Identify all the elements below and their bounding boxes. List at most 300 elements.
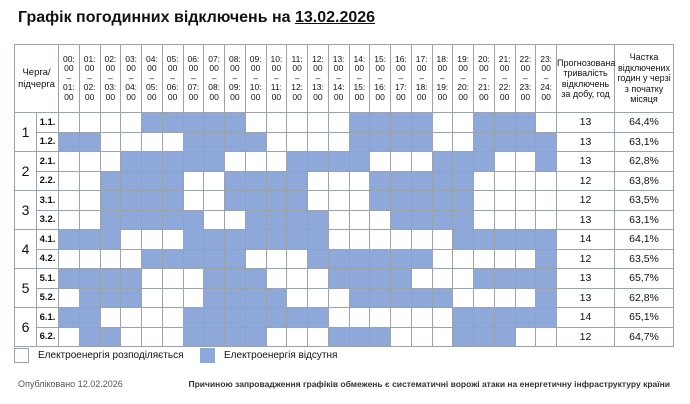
slot-power [245, 249, 266, 269]
share-value: 64,4% [615, 113, 674, 133]
hour-to: 23: 00 [519, 82, 532, 102]
hour-from: 06: 00 [187, 53, 200, 74]
slot-power [411, 230, 432, 250]
slot-outage [100, 171, 121, 191]
schedule-row [15, 288, 674, 308]
schedule-row [15, 152, 674, 172]
hour-header [474, 45, 495, 113]
legend-off-label: Електроенергія відсутня [224, 349, 338, 361]
hour-header [245, 45, 266, 113]
slot-power [328, 210, 349, 230]
share-value: 63,5% [615, 191, 674, 211]
slot-outage [204, 230, 225, 250]
slot-outage [183, 152, 204, 172]
slot-power [515, 249, 536, 269]
slot-power [349, 230, 370, 250]
hour-header [59, 45, 80, 113]
slot-power [287, 269, 308, 289]
slot-outage [266, 210, 287, 230]
slot-power [308, 191, 329, 211]
slot-power [266, 269, 287, 289]
hour-from: 15: 00 [374, 53, 387, 74]
slot-power [536, 210, 557, 230]
slot-power [142, 288, 163, 308]
schedule-row [15, 269, 674, 289]
slot-outage [308, 308, 329, 328]
slot-outage [287, 210, 308, 230]
slot-power [162, 327, 183, 347]
slot-outage [162, 113, 183, 133]
queue-header: Черга/ підчерга [15, 45, 59, 113]
hour-dash: – [294, 72, 300, 83]
slot-outage [453, 152, 474, 172]
slot-power [79, 249, 100, 269]
slot-power [287, 249, 308, 269]
hour-from: 07: 00 [208, 53, 221, 74]
slot-outage [183, 113, 204, 133]
hour-from: 18: 00 [436, 53, 449, 74]
slot-outage [370, 249, 391, 269]
slot-power [411, 152, 432, 172]
slot-outage [494, 113, 515, 133]
duration-value: 12 [557, 191, 615, 211]
slot-outage [411, 113, 432, 133]
slot-power [453, 113, 474, 133]
slot-power [370, 230, 391, 250]
slot-outage [142, 210, 163, 230]
slot-outage [411, 132, 432, 152]
slot-outage [225, 230, 246, 250]
slot-power [432, 327, 453, 347]
share-value: 63,1% [615, 210, 674, 230]
slot-outage [204, 113, 225, 133]
hour-header [121, 45, 142, 113]
duration-value: 13 [557, 288, 615, 308]
slot-outage [225, 132, 246, 152]
schedule-row [15, 210, 674, 230]
schedule-row [15, 230, 674, 250]
hour-header [328, 45, 349, 113]
slot-power [453, 132, 474, 152]
slot-power [59, 113, 80, 133]
slot-outage [432, 288, 453, 308]
slot-power [225, 152, 246, 172]
slot-power [183, 288, 204, 308]
hour-from: 10: 00 [270, 53, 283, 74]
slot-outage [79, 132, 100, 152]
hour-from: 17: 00 [415, 53, 428, 74]
hour-to: 19: 00 [436, 82, 449, 102]
slot-power [411, 308, 432, 328]
hour-to: 06: 00 [166, 82, 179, 102]
slot-outage [474, 132, 495, 152]
hour-to: 05: 00 [145, 82, 158, 102]
subqueue-label: 5.1. [37, 269, 59, 289]
slot-power [370, 308, 391, 328]
slot-power [121, 249, 142, 269]
slot-power [474, 249, 495, 269]
hour-from: 04: 00 [145, 53, 158, 74]
hour-to: 09: 00 [228, 82, 241, 102]
hour-header [370, 45, 391, 113]
slot-outage [515, 308, 536, 328]
slot-outage [308, 152, 329, 172]
slot-outage [100, 210, 121, 230]
slot-power [432, 308, 453, 328]
slot-power [245, 152, 266, 172]
legend-on [14, 347, 184, 363]
slot-power [515, 191, 536, 211]
slot-outage [121, 152, 142, 172]
slot-power [432, 269, 453, 289]
slot-outage [411, 249, 432, 269]
hour-dash: – [543, 72, 549, 83]
slot-power [204, 191, 225, 211]
slot-outage [245, 171, 266, 191]
hour-from: 05: 00 [166, 53, 179, 74]
slot-outage [183, 249, 204, 269]
hour-dash: – [66, 72, 72, 83]
schedule-row [15, 132, 674, 152]
slot-outage [453, 191, 474, 211]
slot-power [245, 113, 266, 133]
schedule-table [14, 44, 674, 347]
subqueue-label: 4.1. [37, 230, 59, 250]
slot-outage [245, 308, 266, 328]
slot-outage [100, 327, 121, 347]
slot-outage [287, 230, 308, 250]
slot-outage [121, 171, 142, 191]
hour-to: 17: 00 [394, 82, 407, 102]
hour-dash: – [191, 72, 196, 83]
slot-outage [204, 327, 225, 347]
slot-outage [266, 230, 287, 250]
subqueue-label: 5.2. [37, 288, 59, 308]
slot-outage [391, 113, 412, 133]
queue-number: 4 [15, 230, 37, 269]
hour-header [79, 45, 100, 113]
slot-power [59, 171, 80, 191]
hour-header [391, 45, 412, 113]
slot-power [142, 132, 163, 152]
share-value: 65,1% [615, 308, 674, 328]
slot-outage [494, 308, 515, 328]
slot-power [59, 327, 80, 347]
slot-power [328, 308, 349, 328]
slot-outage [453, 230, 474, 250]
footer-note: Причиною запровадження графіків обмежень є систематичні ворожі атаки на енергетичну інфраструктуру країни [188, 379, 670, 389]
slot-outage [79, 308, 100, 328]
slot-outage [162, 191, 183, 211]
queue-number: 3 [15, 191, 37, 230]
slot-outage [515, 269, 536, 289]
hour-to: 07: 00 [187, 82, 200, 102]
slot-power [162, 132, 183, 152]
slot-outage [453, 308, 474, 328]
slot-outage [204, 152, 225, 172]
hour-dash: – [170, 72, 175, 83]
slot-outage [162, 152, 183, 172]
slot-power [79, 191, 100, 211]
slot-power [100, 249, 121, 269]
schedule-row [15, 327, 674, 347]
slot-outage [142, 113, 163, 133]
slot-outage [245, 288, 266, 308]
hour-header [100, 45, 121, 113]
slot-power [411, 327, 432, 347]
slot-outage [328, 152, 349, 172]
slot-power [162, 230, 183, 250]
slot-outage [59, 269, 80, 289]
slot-power [494, 249, 515, 269]
hour-dash: – [357, 72, 362, 83]
slot-power [100, 113, 121, 133]
share-value: 63,8% [615, 171, 674, 191]
slot-power [162, 308, 183, 328]
slot-outage [59, 308, 80, 328]
slot-outage [121, 191, 142, 211]
hour-from: 21: 00 [498, 53, 511, 74]
hour-dash: – [523, 72, 528, 83]
slot-power [349, 210, 370, 230]
slot-power [79, 210, 100, 230]
slot-outage [287, 308, 308, 328]
hour-to: 14: 00 [332, 82, 345, 102]
slot-outage [432, 152, 453, 172]
duration-value: 14 [557, 230, 615, 250]
schedule-body [15, 113, 674, 347]
slot-outage [432, 210, 453, 230]
slot-power [100, 152, 121, 172]
slot-power [142, 327, 163, 347]
slot-outage [162, 249, 183, 269]
slot-outage [225, 269, 246, 289]
legend-on-label: Електроенергія розподіляється [38, 349, 184, 361]
slot-power [536, 191, 557, 211]
hour-dash: – [253, 72, 258, 83]
slot-outage [391, 288, 412, 308]
slot-outage [59, 230, 80, 250]
hour-from: 16: 00 [394, 53, 407, 74]
slot-outage [79, 327, 100, 347]
slot-outage [245, 230, 266, 250]
slot-outage [204, 249, 225, 269]
slot-outage [536, 288, 557, 308]
slot-outage [349, 152, 370, 172]
duration-value: 13 [557, 132, 615, 152]
slot-power [79, 152, 100, 172]
slot-outage [411, 171, 432, 191]
hour-dash: – [481, 72, 487, 83]
hour-from: 13: 00 [332, 53, 345, 74]
slot-power [432, 132, 453, 152]
hour-header [515, 45, 536, 113]
slot-outage [411, 288, 432, 308]
slot-power [349, 308, 370, 328]
share-value: 64,7% [615, 327, 674, 347]
hour-dash: – [502, 72, 507, 83]
subqueue-label: 3.2. [37, 210, 59, 230]
hour-dash: – [377, 72, 383, 83]
share-value: 65,7% [615, 269, 674, 289]
slot-outage [162, 210, 183, 230]
slot-power [204, 210, 225, 230]
slot-power [536, 327, 557, 347]
slot-outage [142, 191, 163, 211]
hour-from: 03: 00 [125, 53, 138, 74]
slot-outage [225, 171, 246, 191]
subqueue-label: 6.2. [37, 327, 59, 347]
slot-outage [100, 191, 121, 211]
slot-outage [391, 191, 412, 211]
slot-power [162, 269, 183, 289]
slot-outage [308, 230, 329, 250]
hour-dash: – [274, 72, 279, 83]
slot-power [287, 327, 308, 347]
slot-power [474, 191, 495, 211]
subqueue-label: 4.2. [37, 249, 59, 269]
slot-outage [391, 269, 412, 289]
duration-header: Прогнозована тривалість відключень за добу, год [557, 45, 615, 113]
slot-power [308, 132, 329, 152]
slot-outage [204, 132, 225, 152]
subqueue-label: 6.1. [37, 308, 59, 328]
slot-power [59, 288, 80, 308]
hour-header [204, 45, 225, 113]
slot-power [266, 249, 287, 269]
slot-power [536, 113, 557, 133]
slot-outage [225, 249, 246, 269]
hour-header [536, 45, 557, 113]
duration-value: 13 [557, 269, 615, 289]
schedule-row [15, 308, 674, 328]
slot-outage [245, 132, 266, 152]
slot-outage [142, 171, 163, 191]
slot-power [225, 210, 246, 230]
duration-value: 14 [557, 308, 615, 328]
queue-number: 5 [15, 269, 37, 308]
share-value: 64,1% [615, 230, 674, 250]
slot-outage [100, 230, 121, 250]
queue-number: 2 [15, 152, 37, 191]
hour-to: 22: 00 [498, 82, 511, 102]
slot-power [515, 288, 536, 308]
hour-header [162, 45, 183, 113]
slot-outage [349, 249, 370, 269]
slot-power [370, 210, 391, 230]
slot-power [328, 113, 349, 133]
slot-outage [162, 171, 183, 191]
hour-dash: – [460, 72, 466, 83]
slot-outage [411, 191, 432, 211]
slot-outage [225, 113, 246, 133]
hour-from: 00: 00 [62, 53, 75, 74]
slot-power [79, 113, 100, 133]
slot-outage [266, 191, 287, 211]
slot-power [453, 288, 474, 308]
slot-outage [308, 249, 329, 269]
slot-outage [266, 288, 287, 308]
slot-power [391, 308, 412, 328]
slot-power [328, 132, 349, 152]
slot-power [474, 210, 495, 230]
slot-outage [349, 132, 370, 152]
hour-header [142, 45, 163, 113]
slot-outage [121, 210, 142, 230]
slot-power [287, 132, 308, 152]
slot-power [432, 230, 453, 250]
slot-outage [536, 132, 557, 152]
title-prefix: Графік погодинних відключень на [18, 9, 291, 26]
hour-dash: – [419, 72, 424, 83]
slot-outage [391, 171, 412, 191]
slot-outage [536, 269, 557, 289]
slot-power [287, 288, 308, 308]
slot-power [536, 171, 557, 191]
hour-to: 01: 00 [62, 82, 75, 102]
slot-outage [245, 269, 266, 289]
slot-power [121, 308, 142, 328]
slot-power [349, 191, 370, 211]
slot-outage [245, 191, 266, 211]
hour-dash: – [336, 72, 341, 83]
hour-to: 18: 00 [415, 82, 428, 102]
slot-power [349, 171, 370, 191]
hour-from: 02: 00 [104, 53, 117, 74]
slot-power [432, 113, 453, 133]
slot-outage [515, 113, 536, 133]
hour-dash: – [149, 72, 155, 83]
duration-value: 12 [557, 327, 615, 347]
hour-from: 01: 00 [83, 53, 96, 74]
slot-outage [266, 308, 287, 328]
slot-outage [204, 269, 225, 289]
slot-outage [515, 132, 536, 152]
slot-outage [432, 171, 453, 191]
slot-outage [225, 327, 246, 347]
hour-to: 21: 00 [477, 82, 490, 102]
slot-outage [100, 288, 121, 308]
slot-power [328, 191, 349, 211]
slot-outage [494, 269, 515, 289]
slot-power [515, 171, 536, 191]
share-value: 63,1% [615, 132, 674, 152]
slot-power [494, 210, 515, 230]
slot-power [308, 171, 329, 191]
share-value: 63,5% [615, 249, 674, 269]
slot-power [308, 327, 329, 347]
slot-outage [328, 327, 349, 347]
slot-power [162, 288, 183, 308]
hour-to: 02: 00 [83, 82, 96, 102]
slot-power [432, 249, 453, 269]
hour-to: 03: 00 [104, 82, 117, 102]
hour-header [225, 45, 246, 113]
slot-outage [453, 210, 474, 230]
hour-from: 23: 00 [540, 53, 553, 74]
slot-outage [225, 191, 246, 211]
slot-power [266, 132, 287, 152]
slot-outage [494, 230, 515, 250]
slot-outage [225, 308, 246, 328]
hour-header [453, 45, 474, 113]
slot-outage [59, 132, 80, 152]
hour-dash: – [232, 72, 238, 83]
schedule-row [15, 171, 674, 191]
slot-outage [328, 269, 349, 289]
slot-outage [183, 327, 204, 347]
slot-power [183, 191, 204, 211]
